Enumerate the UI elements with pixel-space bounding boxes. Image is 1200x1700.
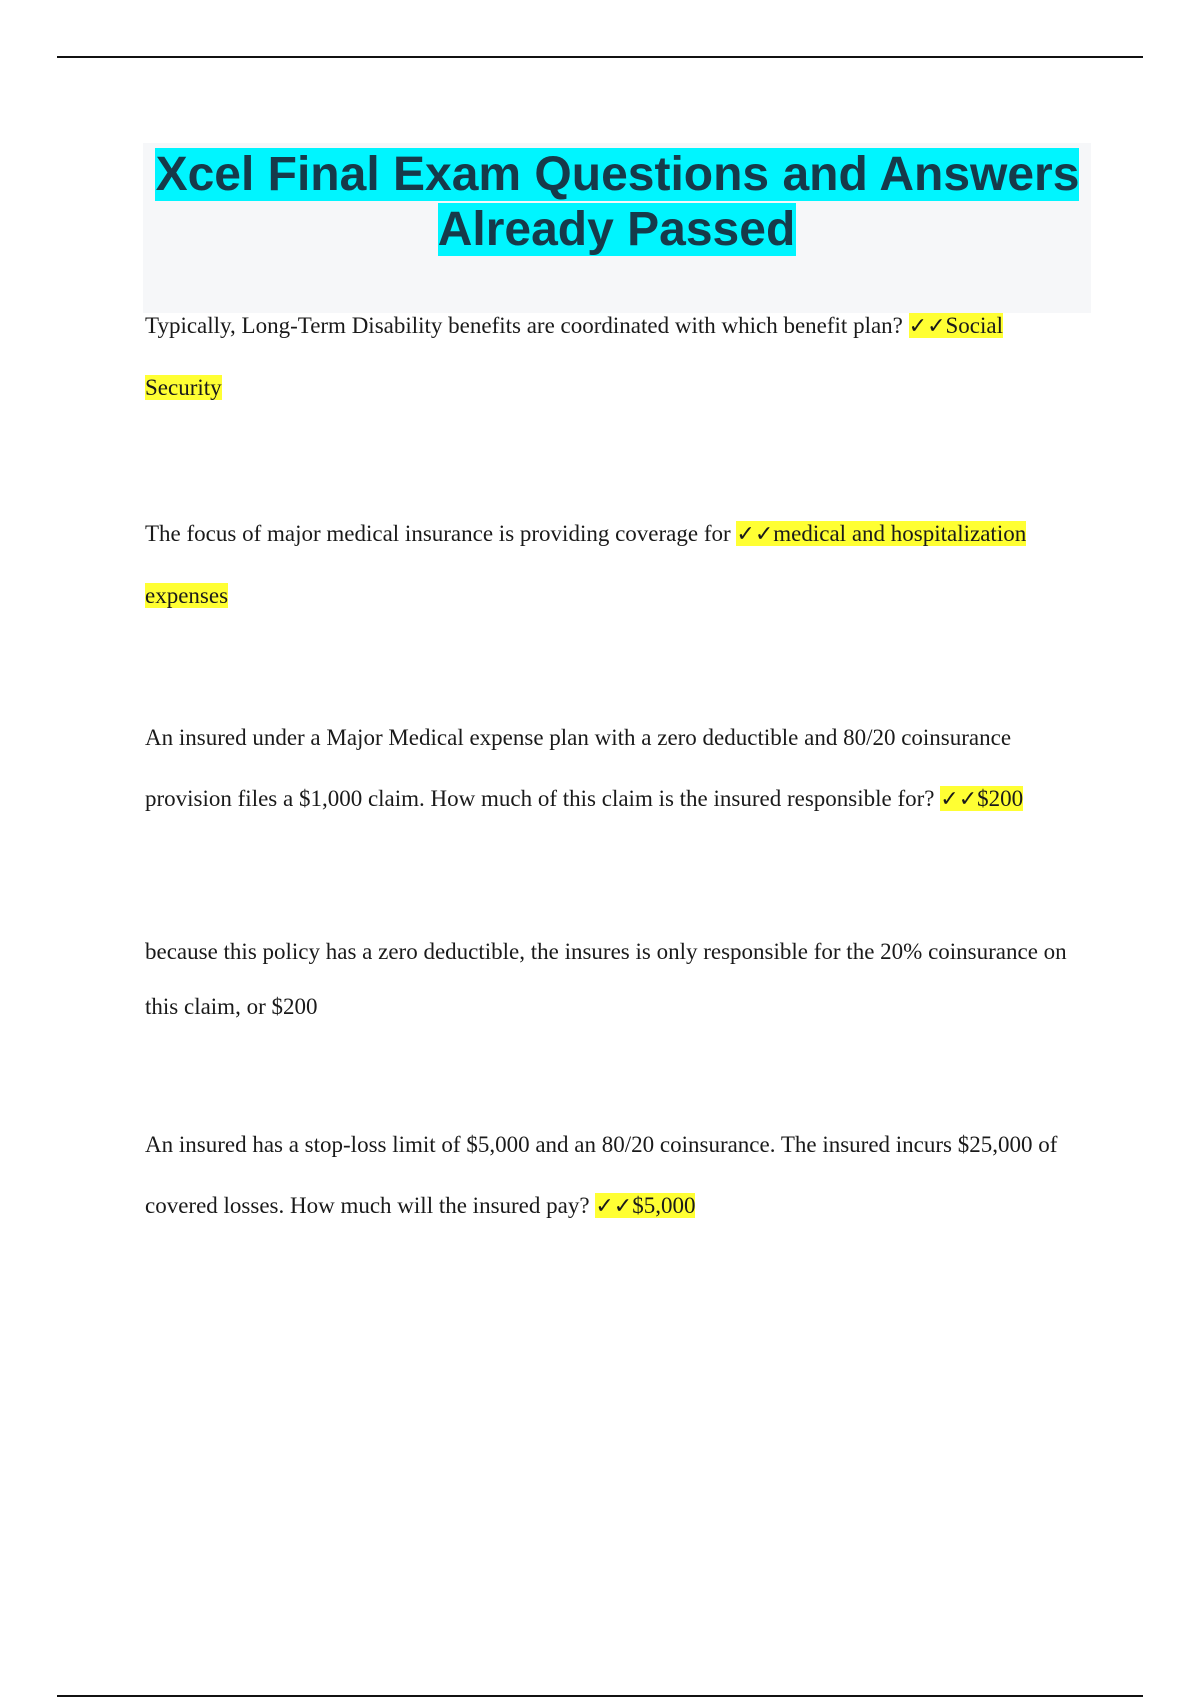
page-title-text: Xcel Final Exam Questions and Answers Already Passed xyxy=(155,148,1080,256)
answer-text: $5,000 xyxy=(632,1193,696,1218)
question-text: The focus of major medical insurance is providing coverage for xyxy=(145,521,731,546)
check-icon: ✓✓ xyxy=(940,787,978,812)
qa-item-3 xyxy=(145,707,1085,830)
answer-highlight xyxy=(595,1193,695,1218)
page-title xyxy=(143,143,1091,257)
bottom-rule xyxy=(57,1695,1143,1697)
answer-text: medical and hospitalization expenses xyxy=(145,521,1027,608)
question-text: An insured under a Major Medical expense plan with a zero deductible and 80/20 coinsurance provision files a $1,000 claim. How much of this claim is the insured responsible for? xyxy=(145,725,1012,811)
qa-item-2 xyxy=(145,503,1085,626)
answer-text: Social Security xyxy=(145,313,1004,400)
qa-item-1 xyxy=(145,295,1085,418)
question-text: Typically, Long-Term Disability benefits are coordinated with which benefit plan? xyxy=(145,313,903,338)
check-icon: ✓✓ xyxy=(736,522,774,547)
title-block xyxy=(143,143,1091,313)
question-text: An insured has a stop-loss limit of $5,000 and an 80/20 coinsurance. The insured incurs $25,000 of covered losses. How much will the insured pay? xyxy=(145,1132,1058,1218)
qa-item-4 xyxy=(145,1114,1085,1237)
check-icon: ✓✓ xyxy=(908,314,946,339)
top-rule xyxy=(57,56,1143,58)
answer-highlight xyxy=(940,786,1023,811)
note-text: because this policy has a zero deductible, the insures is only responsible for the 20% coinsurance on this claim, or $200 xyxy=(145,939,1067,1019)
answer-text: $200 xyxy=(977,786,1024,811)
check-icon: ✓✓ xyxy=(595,1194,633,1219)
explanation-note xyxy=(145,924,1085,1034)
